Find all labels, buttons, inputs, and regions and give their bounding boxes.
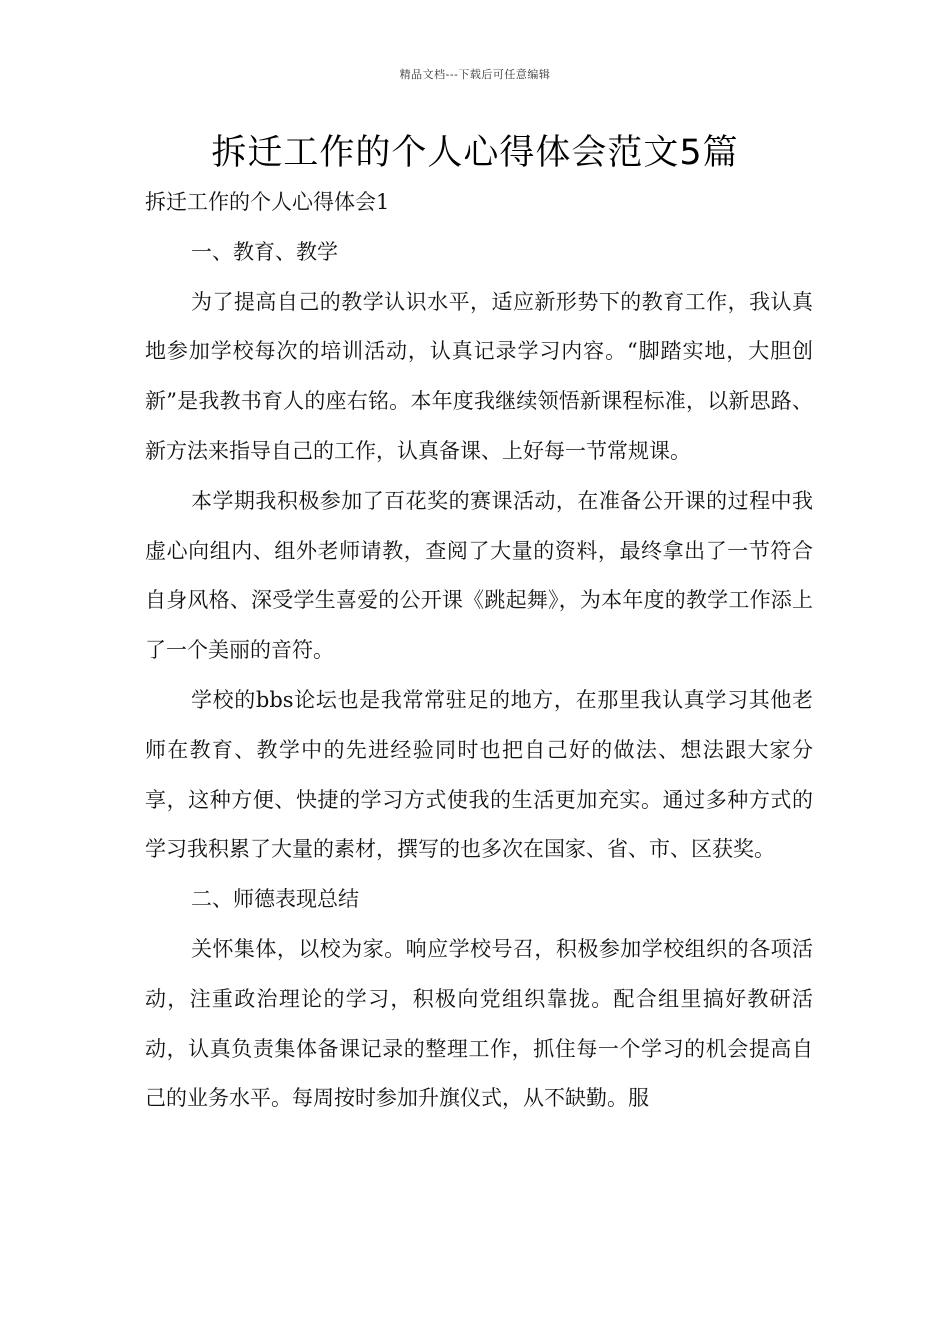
subtitle: 拆迁工作的个人心得体会1 — [145, 190, 390, 214]
page-title: 拆迁工作的个人心得体会范文5篇 — [211, 133, 739, 173]
paragraph: 本学期我积极参加了百花奖的赛课活动，在准备公开课的过程中我虚心向组内、组外老师请教，查阅了大量的资料，最终拿出了一节符合自身风格、深受学生喜爱的公开课《跳起舞》，为本年度的教学工作添上了一个美丽的音符。 — [145, 488, 813, 663]
header-note: 精品文档---下载后可任意编辑 — [399, 68, 551, 81]
section-heading-teaching: 一、教育、教学 — [191, 239, 338, 264]
paragraph: 学校的bbs论坛也是我常常驻足的地方，在那里我认真学习其他老师在教育、教学中的先进经验同时也把自己好的做法、想法跟大家分享，这种方便、快捷的学习方式使我的生活更加充实。通过多种方式的学习我积累了大量的素材，撰写的也多次在国家、省、市、区获奖。 — [145, 687, 813, 862]
section-heading-ethics: 二、师德表现总结 — [191, 887, 359, 912]
document-body — [145, 178, 813, 1124]
paragraph: 为了提高自己的教学认识水平，适应新形势下的教育工作，我认真地参加学校每次的培训活动，认真记录学习内容。“脚踏实地，大胆创新”是我教书育人的座右铭。本年度我继续领悟新课程标准，以新思路、新方法来指导自己的工作，认真备课、上好每一节常规课。 — [145, 289, 813, 463]
paragraph: 关怀集体，以校为家。响应学校号召，积极参加学校组织的各项活动，注重政治理论的学习，积极向党组织靠拢。配合组里搞好教研活动，认真负责集体备课记录的整理工作，抓住每一个学习的机会提高自己的业务水平。每周按时参加升旗仪式，从不缺勤。服 — [145, 936, 813, 1111]
